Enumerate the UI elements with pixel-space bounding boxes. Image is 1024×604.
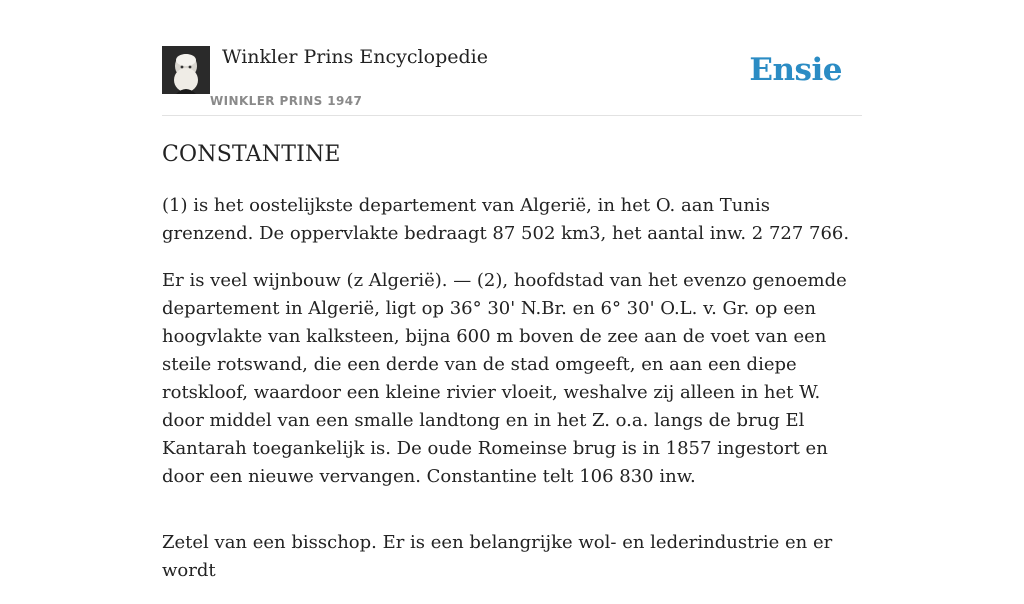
article-paragraph: (1) is het oostelijkste departement van Algerië, in het O. aan Tunis grenzend. De oppervlakte bedraagt 87 502 km3, het aantal inw. 2 727 766. — [162, 195, 850, 244]
article — [162, 140, 862, 604]
header-divider — [162, 115, 862, 116]
source-subtitle[interactable]: WINKLER PRINS 1947 — [210, 94, 363, 108]
header — [162, 46, 862, 116]
brand-logo[interactable]: Ensie — [749, 52, 842, 88]
avatar[interactable] — [162, 46, 210, 94]
article-title: CONSTANTINE — [162, 142, 341, 167]
article-paragraph: Zetel van een bisschop. Er is een belangrijke wol- en lederindustrie en er wordt — [162, 532, 833, 581]
source-title[interactable]: Winkler Prins Encyclopedie — [222, 46, 488, 68]
article-paragraph: Er is veel wijnbouw (z Algerië). — (2), hoofdstad van het evenzo genoemde departement in Algerië, ligt op 36° 30' N.Br. en 6° 30' O.L. v. Gr. op een hoogvlakte van kalksteen, bijna 600 m boven de zee aan de voet van een steile rotswand, die een derde van de stad omgeeft, en aan een diepe rotskloof, waardoor een kleine rivier vloeit, weshalve zij alleen in het W. door middel van een smalle landtong en in het Z. o.a. langs de brug El Kantarah toegankelijk is. De oude Romeinse brug is in 1857 ingestort en door een nieuwe vervangen. Constantine telt 106 830 inw. — [162, 270, 847, 487]
author-portrait-icon — [162, 46, 210, 94]
